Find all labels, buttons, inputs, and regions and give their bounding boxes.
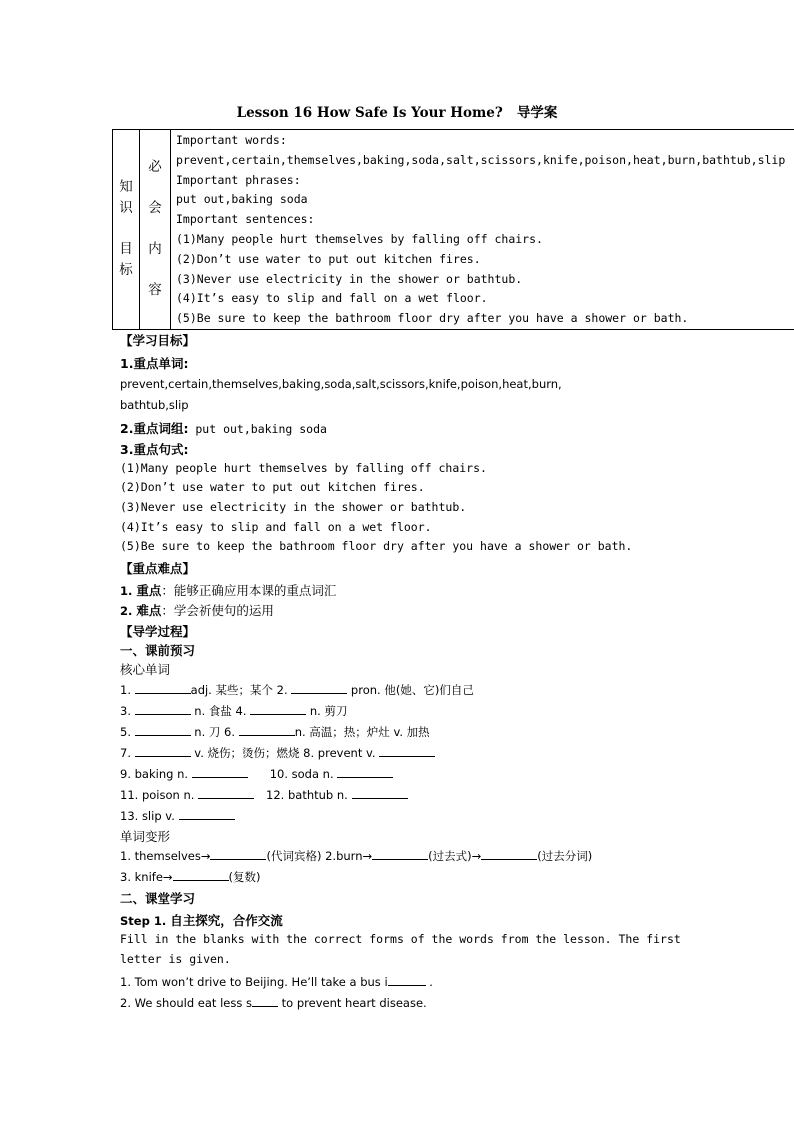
form-text: (复数)	[228, 870, 261, 884]
label-char: 必	[148, 159, 162, 176]
answer-blank[interactable]	[250, 703, 306, 715]
step1-row	[120, 910, 283, 929]
form-text: (过去分词)	[537, 849, 593, 863]
item-number: 2.	[120, 604, 137, 618]
classwork-heading: 二、课堂学习	[120, 891, 196, 906]
key-words-line: bathtub,slip	[120, 398, 189, 412]
vocab-row-6	[120, 787, 408, 802]
answer-blank[interactable]	[379, 745, 435, 757]
key-sentence: (2)Don’t use water to put out kitchen fires.	[120, 480, 425, 494]
item-text: ：学会祈使句的运用	[161, 603, 274, 618]
vocab-text: n. 剪刀	[306, 704, 348, 718]
item-number: 1.	[120, 584, 137, 598]
vocab-text: 9. baking n.	[120, 767, 192, 781]
vocab-text: adj. 某些；某个 2.	[190, 683, 292, 697]
important-phrases-heading: Important phrases:	[176, 172, 301, 187]
step-label: Step 1.	[120, 914, 171, 928]
answer-blank[interactable]	[210, 848, 266, 860]
answer-blank[interactable]	[198, 787, 254, 799]
step-text: 自主探究，合作交流	[170, 913, 283, 928]
answer-blank[interactable]	[291, 682, 347, 694]
answer-blank[interactable]	[135, 745, 191, 757]
question-2	[120, 995, 427, 1010]
answer-blank[interactable]	[252, 995, 278, 1007]
sentence-line: (5)Be sure to keep the bathroom floor dry after you have a shower or bath.	[176, 311, 689, 326]
vocab-text: n. 刀 6.	[190, 725, 239, 739]
sentence-line: (2)Don’t use water to put out kitchen fires.	[176, 251, 481, 266]
label-char: 目	[119, 241, 133, 258]
knowledge-goal-label	[113, 130, 140, 330]
answer-blank[interactable]	[388, 974, 426, 986]
question-text: .	[425, 975, 433, 989]
process-heading: 【导学过程】	[120, 624, 196, 639]
question-text: 2. We should eat less s	[120, 996, 252, 1010]
vocab-text: 5.	[120, 725, 135, 739]
label-char: 知	[119, 179, 133, 196]
vocab-row-7	[120, 808, 235, 823]
word-forms-heading: 单词变形	[120, 829, 171, 844]
vocab-row-2	[120, 703, 347, 719]
sentence-line: (4)It’s easy to slip and fall on a wet floor.	[176, 291, 488, 306]
instruction-line: Fill in the blanks with the correct forms of the words from the lesson. The first	[120, 932, 681, 946]
key-point-2	[120, 600, 274, 619]
label-char: 容	[148, 282, 162, 299]
answer-blank[interactable]	[192, 766, 248, 778]
form-text: 1. themselves→	[120, 849, 211, 863]
answer-blank[interactable]	[135, 724, 191, 736]
vocab-text: 3.	[120, 704, 135, 718]
goals-heading: 【学习目标】	[120, 333, 196, 348]
answer-blank[interactable]	[179, 808, 235, 820]
key-phrases-value: put out,baking soda	[188, 422, 327, 436]
key-phrases-label: 2.重点词组:	[120, 421, 189, 436]
form-text: 3. knife→	[120, 870, 173, 884]
key-point-1	[120, 580, 336, 599]
vocab-text: 12. bathtub n.	[266, 788, 352, 802]
important-phrases-list: put out,baking soda	[176, 192, 308, 207]
page-title: Lesson 16 How Safe Is Your Home? 导学案	[236, 105, 558, 121]
answer-blank[interactable]	[372, 848, 428, 860]
vocab-text: v. 烧伤；烫伤；燃烧 8. prevent v.	[190, 746, 380, 760]
label-char: 会	[148, 200, 162, 217]
key-words-label: 1.重点单词:	[120, 356, 189, 371]
important-words-list: prevent,certain,themselves,baking,soda,salt,scissors,knife,poison,heat,burn,bathtub,slip	[176, 152, 786, 167]
answer-blank[interactable]	[173, 869, 229, 881]
objectives-table	[112, 129, 794, 330]
vocab-text: n. 食盐 4.	[190, 704, 251, 718]
instruction-line: letter is given.	[120, 952, 231, 966]
word-forms-row-2	[120, 869, 261, 885]
key-sentence: (5)Be sure to keep the bathroom floor dry after you have a shower or bath.	[120, 539, 633, 553]
answer-blank[interactable]	[135, 682, 191, 694]
vocab-row-4	[120, 745, 435, 761]
label-char: 内	[148, 241, 162, 258]
question-1	[120, 974, 433, 989]
item-text: ：能够正确应用本课的重点词汇	[161, 583, 337, 598]
item-label: 难点	[136, 603, 162, 618]
key-sentence: (1)Many people hurt themselves by falling off chairs.	[120, 461, 487, 475]
vocab-row-5	[120, 766, 393, 781]
important-words-heading: Important words:	[176, 133, 287, 147]
vocab-text: 1.	[120, 683, 135, 697]
vocab-text: pron. 他(她、它)们自己	[347, 683, 474, 697]
key-sentence: (4)It’s easy to slip and fall on a wet floor.	[120, 520, 432, 534]
word-forms-row-1	[120, 848, 592, 864]
key-words-line: prevent,certain,themselves,baking,soda,salt,scissors,knife,poison,heat,burn,	[120, 377, 562, 391]
vocab-row-3	[120, 724, 430, 740]
vocab-text: n. 高温；热；炉灶 v. 加热	[294, 725, 430, 739]
question-text: to prevent heart disease.	[278, 996, 427, 1010]
core-words-heading: 核心单词	[120, 662, 171, 677]
key-sentence: (3)Never use electricity in the shower or bathtub.	[120, 500, 467, 514]
answer-blank[interactable]	[337, 766, 393, 778]
important-sentences-heading: Important sentences:	[176, 212, 315, 227]
vocab-text: 13. slip v.	[120, 809, 179, 823]
vocab-text: 11. poison n.	[120, 788, 199, 802]
question-text: 1. Tom won’t drive to Beijing. He’ll take a bus i	[120, 975, 388, 989]
label-char: 识	[119, 200, 133, 217]
sentence-line: (3)Never use electricity in the shower or bathtub.	[176, 271, 523, 286]
form-text: (过去式)→	[428, 849, 482, 863]
sentence-line: (1)Many people hurt themselves by falling off chairs.	[176, 231, 543, 246]
vocab-text: 7.	[120, 746, 135, 760]
form-text: (代词宾格) 2.burn→	[266, 849, 373, 863]
answer-blank[interactable]	[481, 848, 537, 860]
item-label: 重点	[136, 583, 162, 598]
key-points-heading: 【重点难点】	[120, 561, 196, 576]
answer-blank[interactable]	[352, 787, 408, 799]
objectives-content	[171, 130, 794, 330]
answer-blank[interactable]	[239, 724, 295, 736]
key-phrases-row	[120, 418, 327, 437]
vocab-row-1	[120, 682, 474, 698]
must-know-label	[140, 130, 171, 330]
preview-heading: 一、课前预习	[120, 643, 196, 658]
vocab-text: 10. soda n.	[269, 767, 338, 781]
key-sentences-label: 3.重点句式:	[120, 442, 189, 457]
label-char: 标	[119, 262, 133, 279]
answer-blank[interactable]	[135, 703, 191, 715]
